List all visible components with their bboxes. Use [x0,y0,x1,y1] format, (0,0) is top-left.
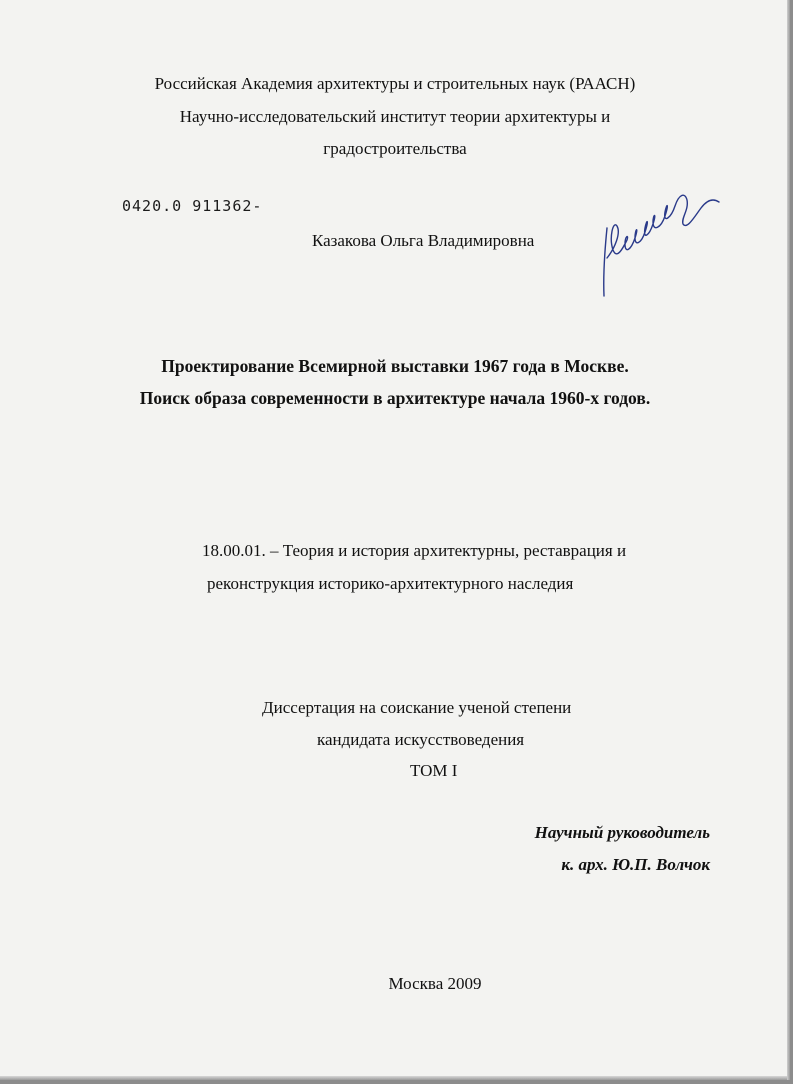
volume-label: ТОМ I [410,761,458,780]
institute-name-line1: Научно-исследовательский институт теории архитектуры и [179,107,611,126]
academy-name: Российская Академия архитектуры и строительных наук (РААСН) [154,74,636,93]
page-edge [0,1076,790,1080]
title-line1: Проектирование Всемирной выставки 1967 года в Москве. [161,356,629,376]
specialty-line1: 18.00.01. – Теория и история архитектурны, реставрация и [202,541,627,560]
institute-name-line2: градостроительства [323,139,467,158]
supervisor-label: Научный руководитель [534,823,710,842]
specialty-line2: реконструкция историко-архитектурного наследия [207,574,574,593]
dissertation-line1: Диссертация на соискание ученой степени [262,698,572,717]
author-signature [595,188,730,303]
city-year: Москва 2009 [388,974,482,993]
supervisor-name: к. арх. Ю.П. Волчок [561,855,710,874]
author-name: Казакова Ольга Владимировна [312,231,535,250]
dissertation-line2: кандидата искусствоведения [317,730,525,749]
registration-stamp-number: 0420.0 911362- [122,197,263,215]
signature-stroke [604,195,719,296]
title-line2: Поиск образа современности в архитектуре начала 1960-х годов. [139,388,651,408]
